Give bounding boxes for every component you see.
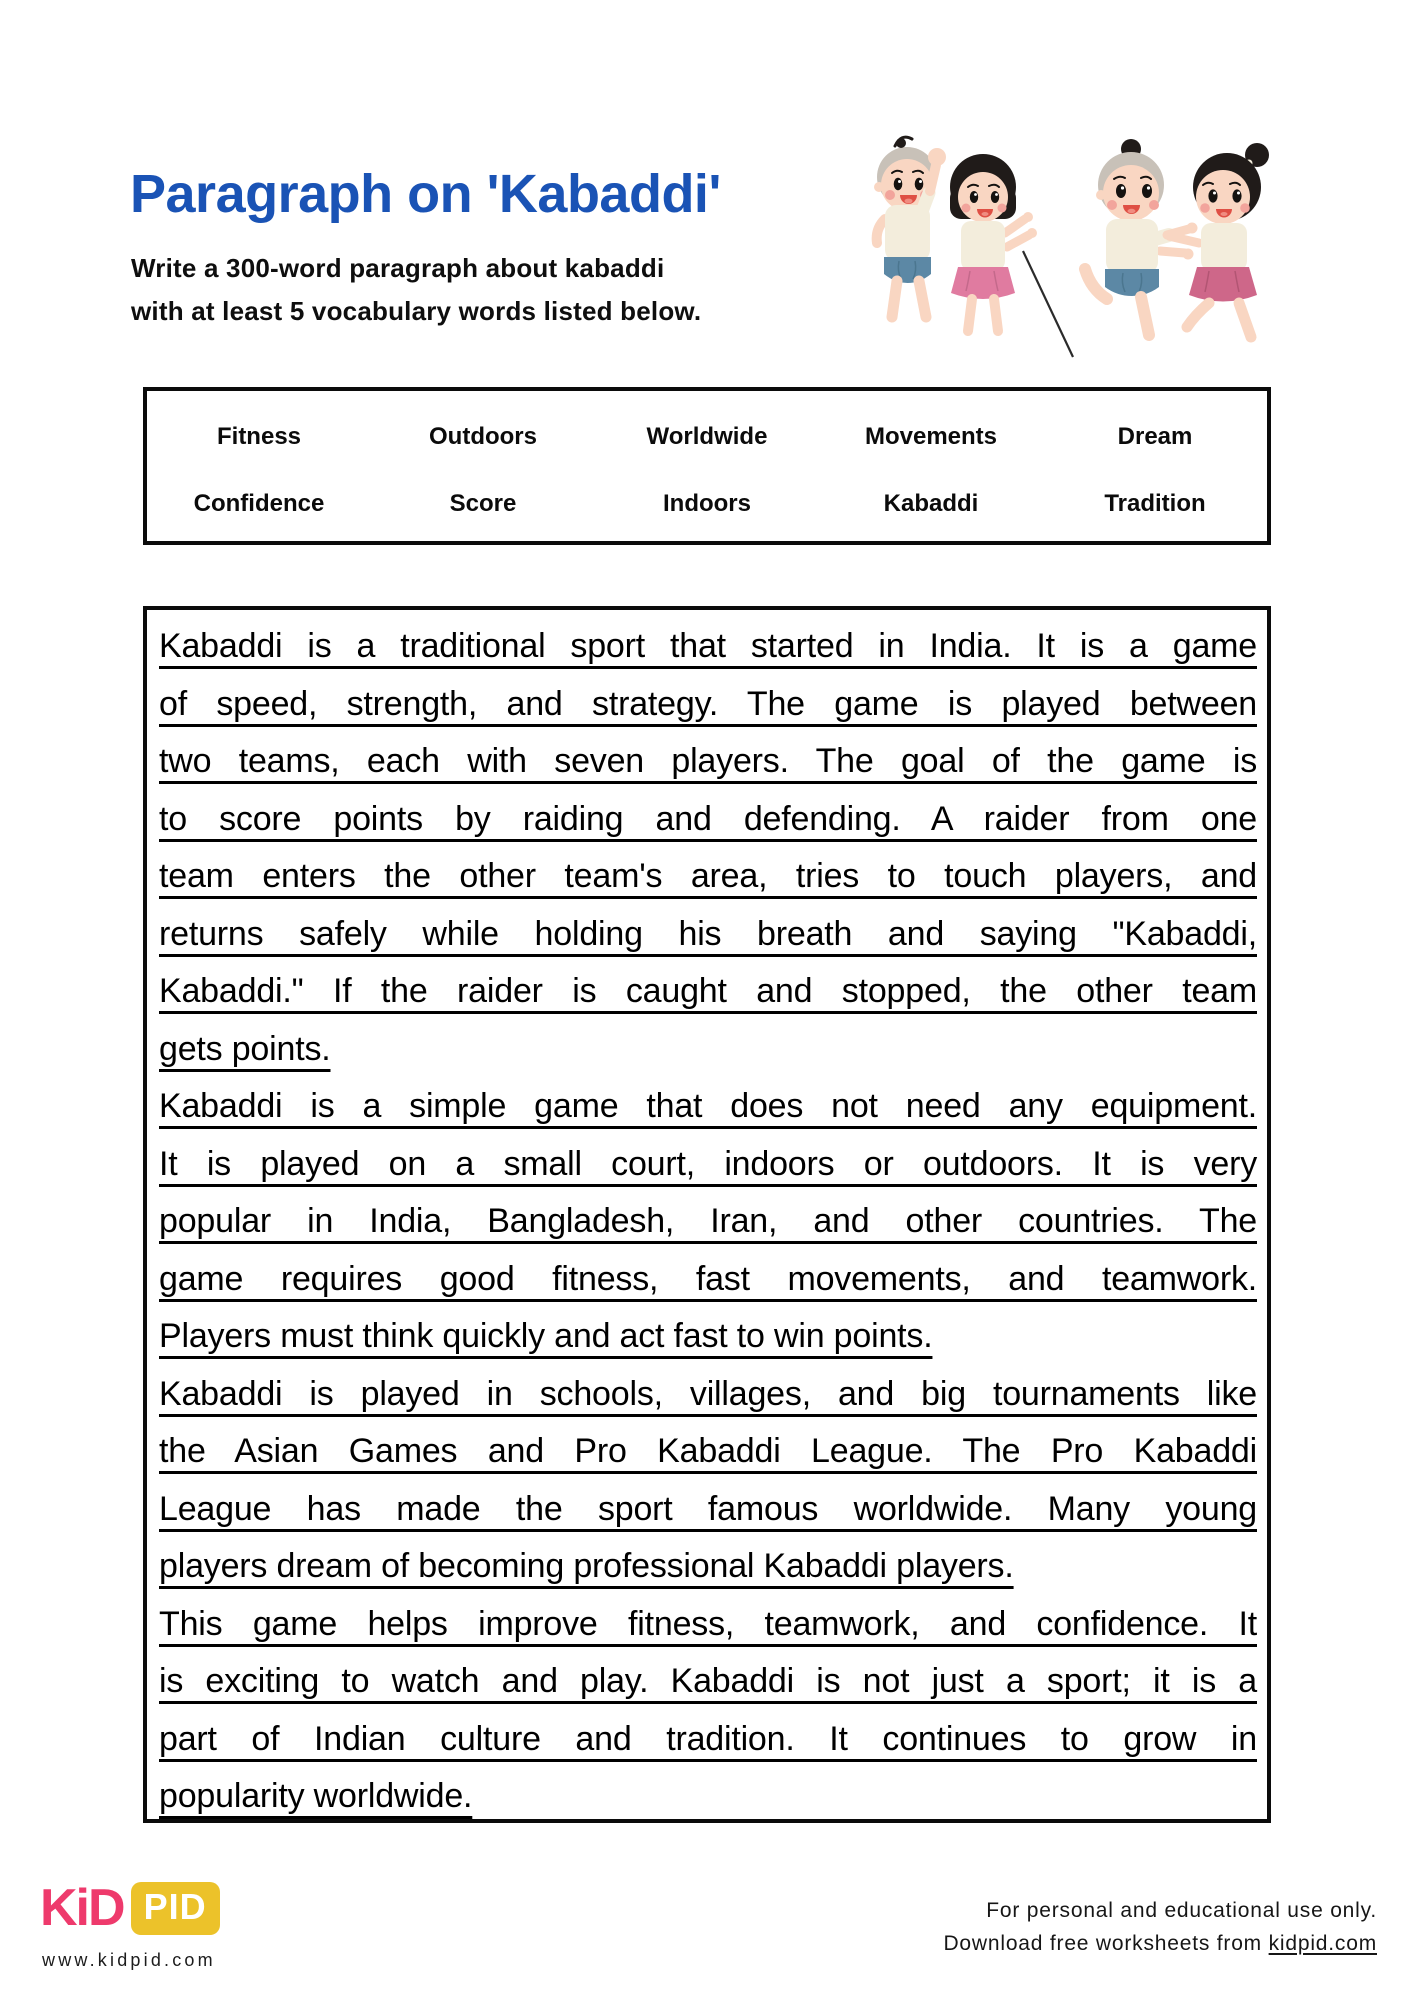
vocab-word: Dream (1117, 422, 1193, 450)
paragraph-line: game requires good fitness, fast movements, and teamwork. (159, 1259, 1257, 1298)
paragraph-line: is exciting to watch and play. Kabaddi is not just a sport; it is a (159, 1662, 1257, 1700)
vocab-word: Outdoors (429, 422, 537, 450)
paragraph-line: Kabaddi is a simple game that does not need any equipment. (159, 1087, 1257, 1125)
kidpid-logo (40, 1878, 220, 1938)
paragraph-line: two teams, each with seven players. The goal of the game is (159, 742, 1257, 780)
page-subtitle (131, 247, 701, 333)
paragraph-line: Kabaddi is a traditional sport that started in India. It is a game (159, 627, 1257, 665)
paragraph-line: the Asian Games and Pro Kabaddi League. The Pro Kabaddi (159, 1432, 1257, 1470)
kidpid-link[interactable]: kidpid.com (1268, 1932, 1377, 1955)
subtitle-line-2: with at least 5 vocabulary words listed below. (131, 296, 702, 326)
paragraph-line: popular in India, Bangladesh, Iran, and other countries. The (159, 1202, 1257, 1240)
paragraph-line: Players must think quickly and act fast to win points. (159, 1317, 933, 1355)
paragraph-line: part of Indian culture and tradition. It continues to grow in (159, 1719, 1257, 1758)
footer-note-line-2-prefix: Download free worksheets from (943, 1932, 1269, 1955)
paragraph-text (159, 618, 1257, 1826)
vocab-word: Movements (864, 422, 998, 450)
paragraph-line: returns safely while holding his breath and saying "Kabaddi, (159, 914, 1257, 953)
paragraph-line: gets points. (159, 1029, 331, 1068)
vocabulary-box (143, 387, 1271, 545)
vocab-word: Indoors (663, 489, 751, 517)
vocab-word: Tradition (1104, 489, 1206, 517)
paragraph-line: to score points by raiding and defending. A raider from one (159, 799, 1257, 838)
footer-note (943, 1894, 1377, 1960)
website-url: www.kidpid.com (42, 1950, 216, 1970)
subtitle-line-1: Write a 300-word paragraph about kabaddi (131, 253, 665, 283)
stick-line (1023, 251, 1073, 357)
paragraph-line: It is played on a small court, indoors or outdoors. It is very (159, 1144, 1257, 1183)
logo-pid-badge: PID (131, 1882, 220, 1935)
page-title: Paragraph on 'Kabaddi' (130, 164, 721, 224)
kid-cheering-boy (874, 137, 946, 317)
paragraph-line: League has made the sport famous worldwide. Many young (159, 1489, 1257, 1528)
vocab-word: Kabaddi (883, 489, 979, 517)
logo-kid-text: KiD (40, 1879, 124, 1937)
paragraph-line: Kabaddi is played in schools, villages, and big tournaments like (159, 1374, 1257, 1413)
paragraph-line: of speed, strength, and strategy. The game is played between (159, 684, 1257, 723)
vocab-word: Fitness (216, 422, 302, 450)
kids-playing-kabaddi-illustration (855, 131, 1285, 368)
paragraph-line: popularity worldwide. (159, 1777, 473, 1815)
footer-note-line-2 (943, 1927, 1377, 1960)
kid-clapping-girl (950, 154, 1037, 331)
vocab-word: Worldwide (646, 422, 768, 450)
paragraph-box (143, 606, 1271, 1823)
kid-running-girl (1165, 143, 1269, 337)
vocab-word: Confidence (193, 489, 325, 517)
paragraph-line: players dream of becoming professional Kabaddi players. (159, 1547, 1014, 1585)
vocab-word: Score (449, 489, 517, 517)
footer-note-line-1: For personal and educational use only. (986, 1899, 1377, 1922)
paragraph-line: Kabaddi." If the raider is caught and stopped, the other team (159, 972, 1257, 1010)
paragraph-line: team enters the other team's area, tries to touch players, and (159, 857, 1257, 895)
paragraph-line: This game helps improve fitness, teamwork, and confidence. It (159, 1604, 1257, 1643)
